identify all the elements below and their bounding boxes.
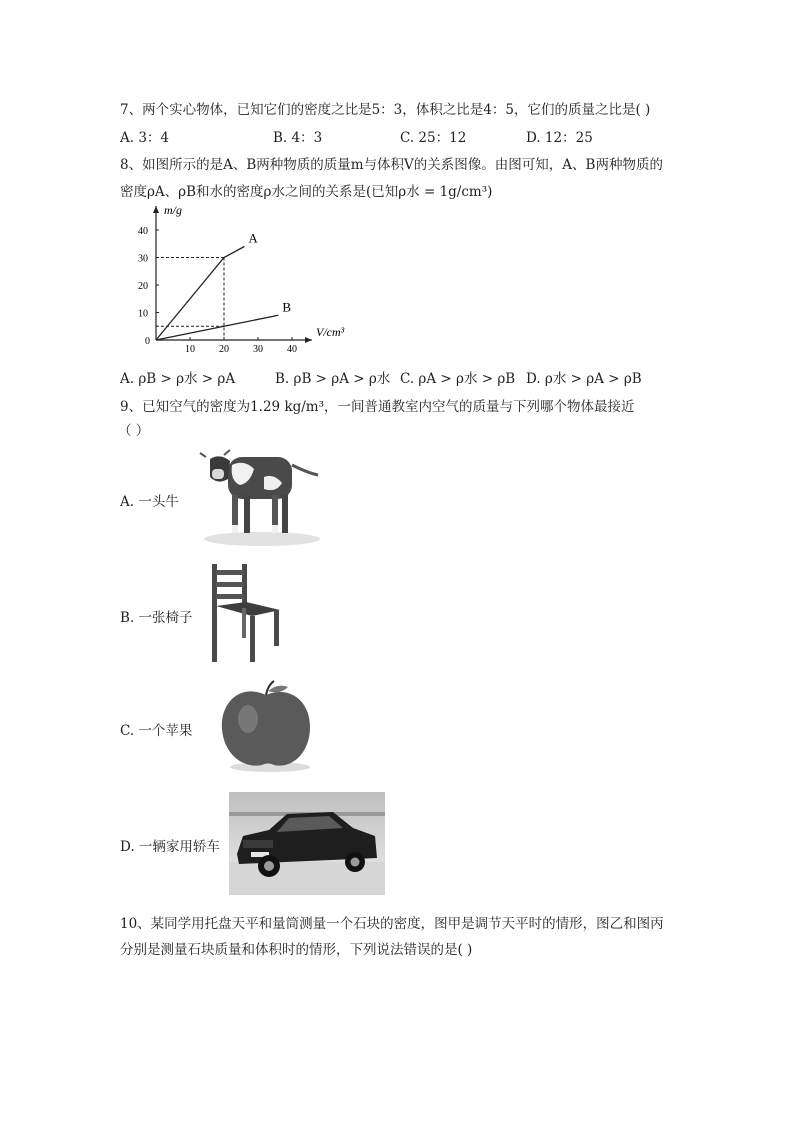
- q9-option-d: D. 一辆家用轿车: [120, 839, 220, 855]
- series-label-b: B: [282, 299, 292, 315]
- series-label-a: A: [248, 230, 258, 246]
- series-line-a: [156, 247, 244, 341]
- q8-option-d: D. ρ水 > ρA > ρB: [526, 371, 642, 387]
- q9-option-c: C. 一个苹果: [120, 723, 193, 739]
- x-tick-label: 40: [287, 344, 297, 355]
- cow-image: [192, 447, 327, 547]
- x-tick-label: 30: [253, 344, 263, 355]
- x-axis-arrow: [305, 337, 312, 343]
- mass-volume-chart: [120, 200, 370, 360]
- q7-option-c: C. 25：12: [400, 130, 467, 146]
- y-axis-label: m/g: [164, 203, 182, 217]
- q10-stem-line1: 10、某同学用托盘天平和量筒测量一个石块的密度，图甲是调节天平时的情形，图乙和图丙: [120, 916, 664, 932]
- y-tick-label: 40: [138, 226, 148, 237]
- apple-image: [218, 679, 316, 773]
- series-line-b: [156, 315, 278, 340]
- chair-image: [206, 562, 284, 664]
- y-tick-label: 30: [138, 253, 148, 265]
- x-tick-label: 10: [185, 344, 195, 355]
- y-tick-label: 20: [138, 281, 148, 292]
- q8-option-b: B. ρB > ρA > ρ水: [275, 371, 391, 387]
- x-axis-label: V/cm³: [316, 325, 345, 339]
- q7-option-b: B. 4：3: [273, 130, 323, 146]
- car-image: [229, 792, 385, 895]
- q7-option-d: D. 12：25: [526, 130, 593, 146]
- q9-stem-line1: 9、已知空气的密度为1.29 kg/m³，一间普通教室内空气的质量与下列哪个物体最接近: [120, 399, 635, 415]
- q9-stem-line2: （ ）: [118, 423, 150, 439]
- y-axis-arrow: [153, 206, 159, 213]
- q7-option-a: A. 3：4: [120, 130, 170, 146]
- q9-option-b: B. 一张椅子: [120, 610, 193, 626]
- x-tick-label: 20: [219, 344, 229, 355]
- q8-option-c: C. ρA > ρ水 > ρB: [400, 371, 516, 387]
- q10-stem-line2: 分别是测量石块质量和体积时的情形，下列说法错误的是( ): [120, 942, 473, 958]
- q8-option-a: A. ρB > ρ水 > ρA: [120, 371, 236, 387]
- q8-stem-line2: 密度ρA、ρB和水的密度ρ水之间的关系是(已知ρ水 = 1g/cm³): [120, 184, 493, 200]
- q7-stem: 7、两个实心物体，已知它们的密度之比是5：3，体积之比是4：5，它们的质量之比是( ): [120, 102, 651, 118]
- q9-option-a: A. 一头牛: [120, 494, 179, 510]
- y-tick-label: 10: [138, 308, 148, 320]
- q8-stem-line1: 8、如图所示的是A、B两种物质的质量m与体积V的关系图像。由图可知，A、B两种物质的: [120, 157, 663, 173]
- origin-label: 0: [145, 336, 150, 347]
